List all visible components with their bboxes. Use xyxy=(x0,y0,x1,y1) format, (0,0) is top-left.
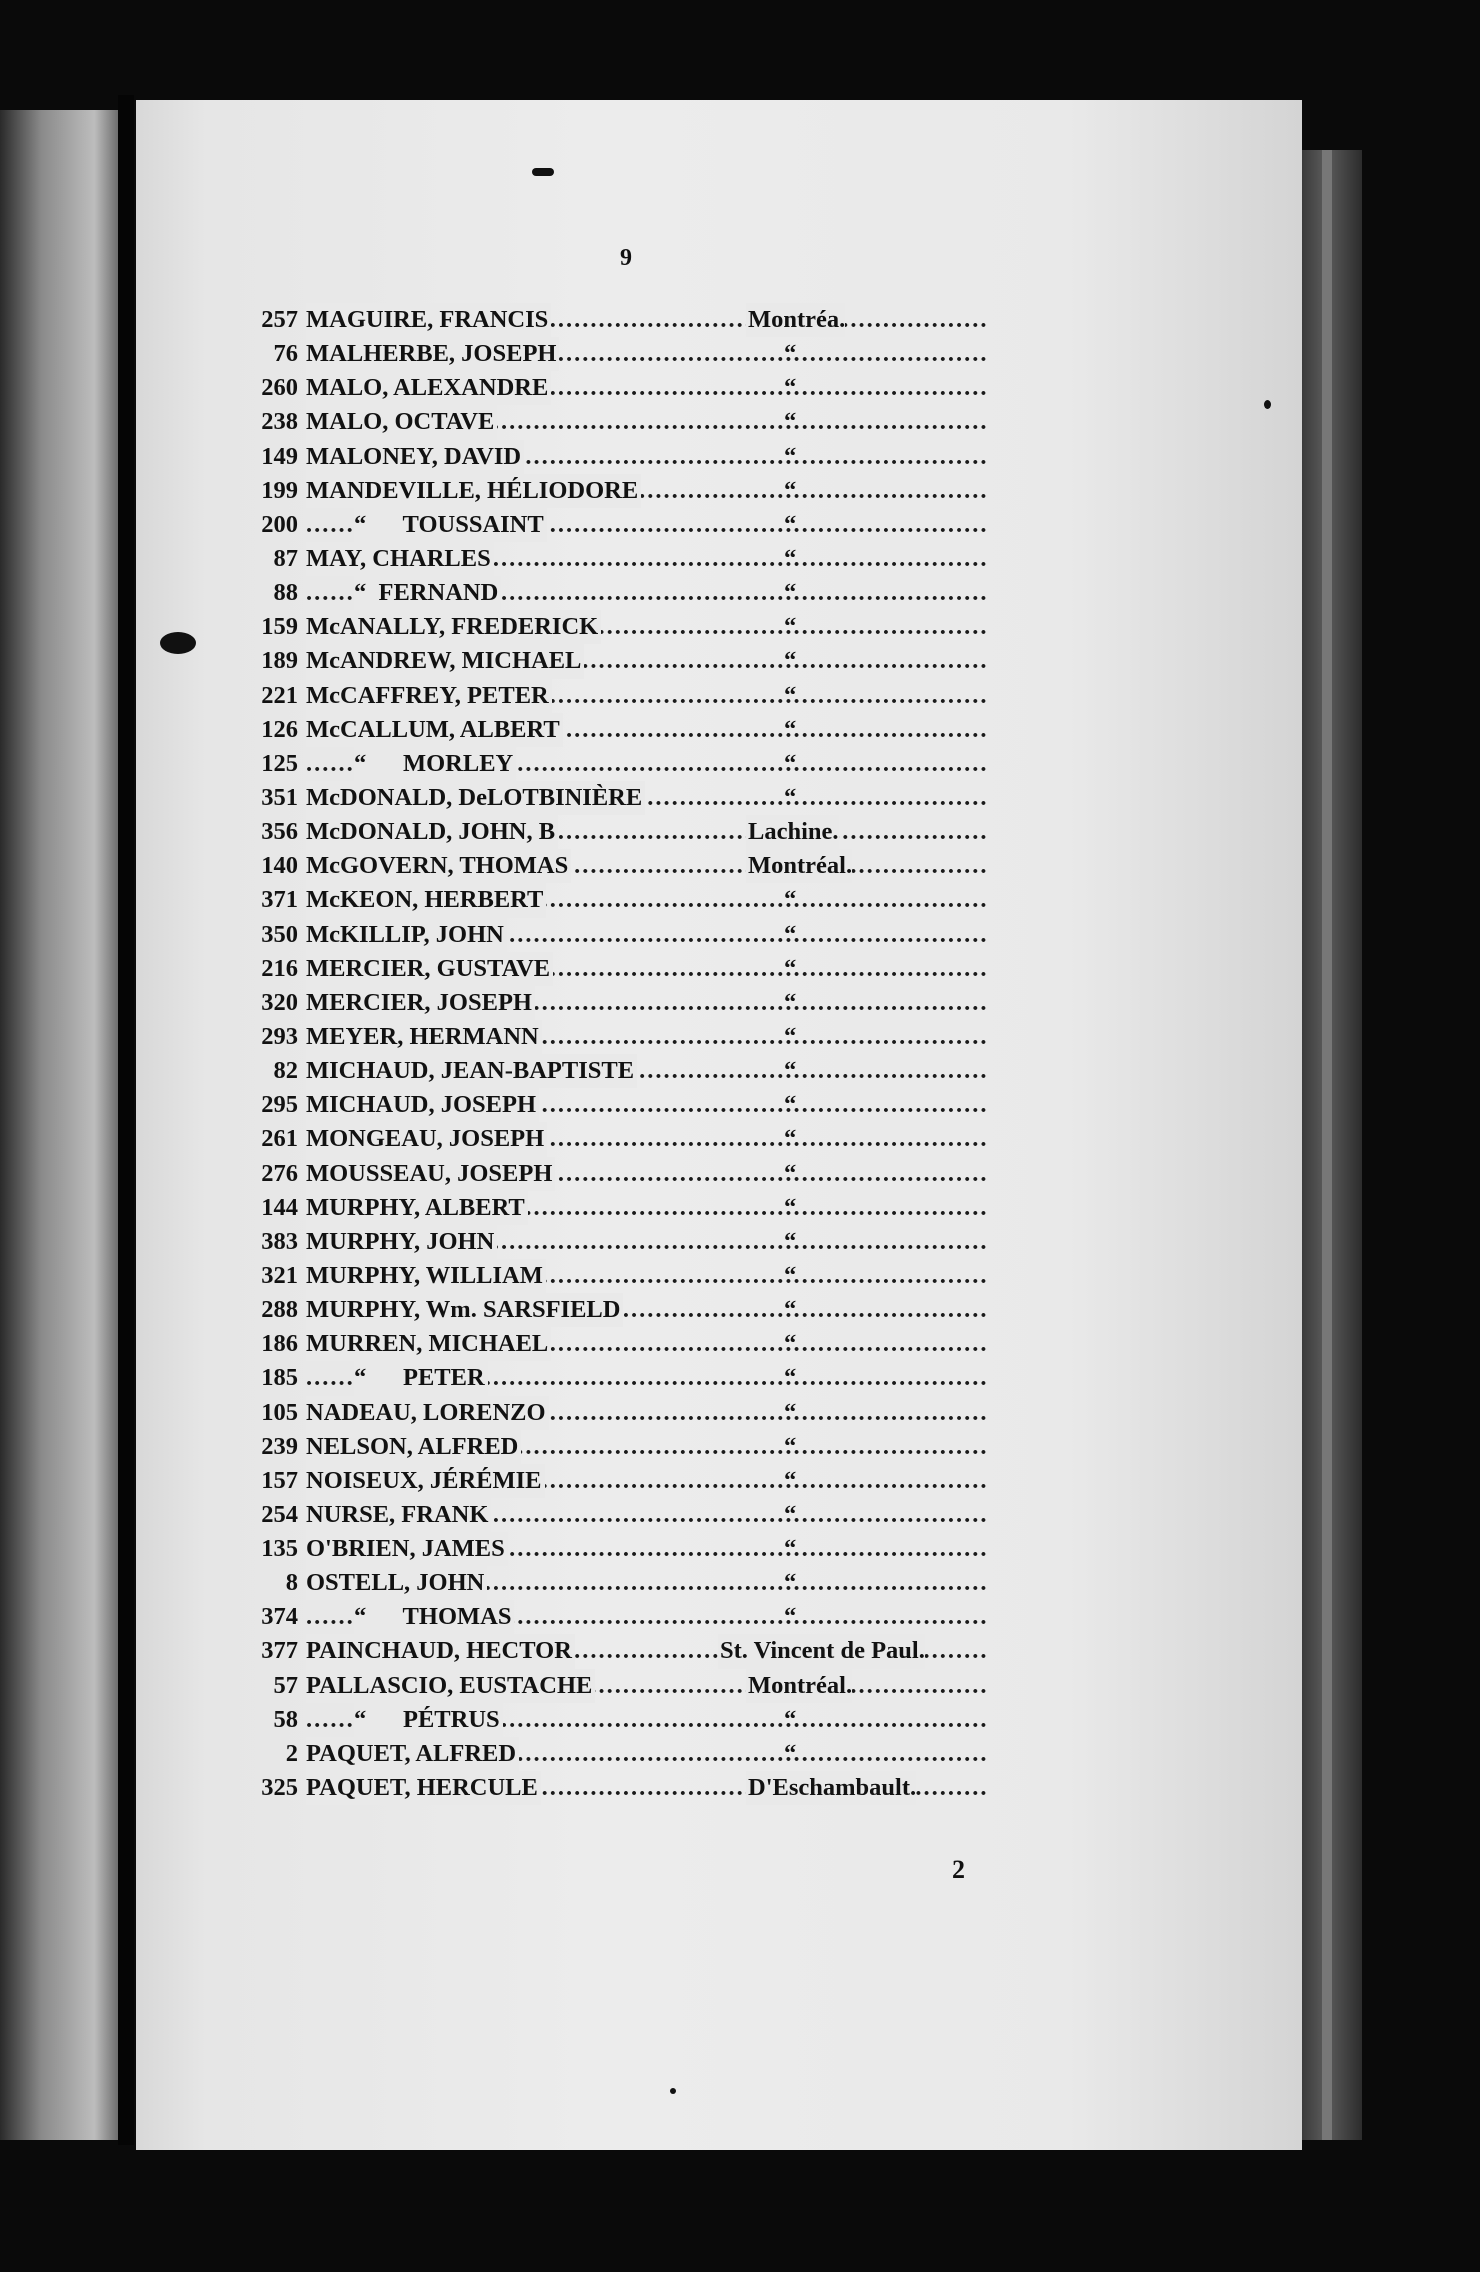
book-edge-highlight xyxy=(1322,150,1332,2140)
entry-number: 325 xyxy=(261,1774,298,1802)
ditto-mark: “ xyxy=(784,1364,797,1392)
ditto-mark: “ xyxy=(784,1500,797,1528)
entry-name: MANDEVILLE, HÉLIODORE xyxy=(306,474,641,508)
entry-place: Montréal. xyxy=(746,849,852,883)
list-entry xyxy=(246,474,986,508)
entry-number: 351 xyxy=(261,783,298,811)
list-entry xyxy=(246,576,986,610)
list-entry xyxy=(246,1327,986,1361)
list-entry xyxy=(246,1566,986,1600)
ditto-mark: “ xyxy=(784,1535,797,1563)
list-entry xyxy=(246,1464,986,1498)
adjacent-page-edge xyxy=(0,110,118,2140)
entry-number: 2 xyxy=(285,1739,298,1767)
entry-name: McKEON, HERBERT xyxy=(306,883,546,917)
ditto-mark: “ xyxy=(784,1466,797,1494)
entry-name: McANDREW, MICHAEL xyxy=(306,644,584,678)
list-entry xyxy=(246,849,986,883)
entry-number: 157 xyxy=(261,1466,298,1494)
entry-number: 288 xyxy=(261,1296,298,1324)
list-entry xyxy=(246,542,986,576)
ditto-mark: “ xyxy=(784,579,797,607)
entry-number: 199 xyxy=(261,476,298,504)
entry-number: 293 xyxy=(261,1022,298,1050)
list-entry xyxy=(246,679,986,713)
list-entry xyxy=(246,644,986,678)
list-entry xyxy=(246,1498,986,1532)
entry-number: 383 xyxy=(261,1227,298,1255)
entry-number: 216 xyxy=(261,954,298,982)
entry-name: PALLASCIO, EUSTACHE xyxy=(306,1669,595,1703)
ditto-mark: “ xyxy=(784,1193,797,1221)
entry-number: 261 xyxy=(261,1125,298,1153)
entry-number: 254 xyxy=(261,1500,298,1528)
entry-name: McCAFFREY, PETER xyxy=(306,679,552,713)
signature-mark: 2 xyxy=(952,1855,965,1884)
list-entry xyxy=(246,747,986,781)
entry-name: PAQUET, HERCULE xyxy=(306,1771,541,1805)
book-edge xyxy=(1302,150,1362,2140)
entry-name: “ PÉTRUS xyxy=(354,1703,503,1737)
list-entry xyxy=(246,1669,986,1703)
ditto-mark: “ xyxy=(784,1227,797,1255)
entry-number: 126 xyxy=(261,715,298,743)
entry-number: 144 xyxy=(261,1193,298,1221)
entry-number: 140 xyxy=(261,852,298,880)
entry-number: 149 xyxy=(261,442,298,470)
entry-number: 260 xyxy=(261,374,298,402)
list-entry xyxy=(246,405,986,439)
entry-name: MICHAUD, JOSEPH xyxy=(306,1088,539,1122)
list-entry xyxy=(246,1157,986,1191)
entry-name: NADEAU, LORENZO xyxy=(306,1396,549,1430)
ditto-mark: “ xyxy=(784,1739,797,1767)
entry-number: 189 xyxy=(261,647,298,675)
ditto-mark: “ xyxy=(784,544,797,572)
list-entry xyxy=(246,1054,986,1088)
entry-number: 135 xyxy=(261,1535,298,1563)
entry-name: NURSE, FRANK xyxy=(306,1498,491,1532)
entry-name: McGOVERN, THOMAS xyxy=(306,849,571,883)
entry-name: MURPHY, WILLIAM xyxy=(306,1259,546,1293)
entry-name: “ PETER xyxy=(354,1361,488,1395)
entry-name: McANALLY, FREDERICK xyxy=(306,610,601,644)
entry-number: 350 xyxy=(261,920,298,948)
entry-number: 200 xyxy=(261,510,298,538)
entry-name: McDONALD, DeLOTBINIÈRE xyxy=(306,781,645,815)
ditto-mark: “ xyxy=(784,1057,797,1085)
list-entry xyxy=(246,1703,986,1737)
name-list xyxy=(246,303,986,1805)
entry-name: PAQUET, ALFRED xyxy=(306,1737,519,1771)
list-entry xyxy=(246,1122,986,1156)
list-entry xyxy=(246,1259,986,1293)
ditto-mark: “ xyxy=(784,715,797,743)
ditto-mark: “ xyxy=(784,1296,797,1324)
entry-number: 186 xyxy=(261,1330,298,1358)
entry-name: MALHERBE, JOSEPH xyxy=(306,337,559,371)
entry-name: O'BRIEN, JAMES xyxy=(306,1532,508,1566)
entry-name: MAGUIRE, FRANCIS xyxy=(306,303,551,337)
ditto-mark: “ xyxy=(784,374,797,402)
ditto-mark: “ xyxy=(784,613,797,641)
list-entry xyxy=(246,713,986,747)
ditto-mark: “ xyxy=(784,442,797,470)
entry-number: 57 xyxy=(273,1671,298,1699)
entry-name: MAY, CHARLES xyxy=(306,542,494,576)
entry-name: MURREN, MICHAEL xyxy=(306,1327,551,1361)
entry-name: “ MORLEY xyxy=(354,747,516,781)
list-entry xyxy=(246,1088,986,1122)
list-entry xyxy=(246,815,986,849)
ditto-mark: “ xyxy=(784,920,797,948)
ditto-mark: “ xyxy=(784,988,797,1016)
entry-name: MURPHY, ALBERT xyxy=(306,1191,528,1225)
list-entry xyxy=(246,1020,986,1054)
ditto-mark: “ xyxy=(784,783,797,811)
ditto-mark: “ xyxy=(784,1022,797,1050)
entry-name: NOISEUX, JÉRÉMIE xyxy=(306,1464,545,1498)
list-entry xyxy=(246,1361,986,1395)
entry-number: 221 xyxy=(261,681,298,709)
entry-name: MERCIER, JOSEPH xyxy=(306,986,535,1020)
ditto-mark: “ xyxy=(784,1159,797,1187)
list-entry xyxy=(246,986,986,1020)
list-entry xyxy=(246,440,986,474)
list-entry xyxy=(246,337,986,371)
entry-name: NELSON, ALFRED xyxy=(306,1430,521,1464)
entry-place: D'Eschambault. xyxy=(746,1771,916,1805)
ditto-mark: “ xyxy=(784,954,797,982)
entry-name: “ THOMAS xyxy=(354,1600,514,1634)
entry-number: 76 xyxy=(273,340,298,368)
list-entry xyxy=(246,1293,986,1327)
list-entry xyxy=(246,371,986,405)
ditto-mark: “ xyxy=(784,510,797,538)
ditto-mark: “ xyxy=(784,1569,797,1597)
ditto-mark: “ xyxy=(784,1125,797,1153)
ditto-mark: “ xyxy=(784,886,797,914)
entry-number: 125 xyxy=(261,749,298,777)
entry-name: MONGEAU, JOSEPH xyxy=(306,1122,547,1156)
entry-number: 238 xyxy=(261,408,298,436)
entry-name: MURPHY, JOHN xyxy=(306,1225,497,1259)
list-entry xyxy=(246,918,986,952)
ditto-mark: “ xyxy=(784,1330,797,1358)
entry-name: McCALLUM, ALBERT xyxy=(306,713,563,747)
entry-place: Montréa. xyxy=(746,303,845,337)
entry-number: 371 xyxy=(261,886,298,914)
entry-name: OSTELL, JOHN xyxy=(306,1566,487,1600)
list-entry xyxy=(246,1396,986,1430)
entry-name: MICHAUD, JEAN-BAPTISTE xyxy=(306,1054,637,1088)
ditto-mark: “ xyxy=(784,476,797,504)
ditto-mark: “ xyxy=(784,749,797,777)
entry-name: MEYER, HERMANN xyxy=(306,1020,542,1054)
ditto-mark: “ xyxy=(784,1398,797,1426)
list-entry xyxy=(246,1532,986,1566)
list-entry xyxy=(246,1430,986,1464)
list-entry xyxy=(246,781,986,815)
entry-place: Montréal. xyxy=(746,1669,852,1703)
list-entry xyxy=(246,1771,986,1805)
ditto-mark: “ xyxy=(784,1705,797,1733)
entry-number: 58 xyxy=(273,1705,298,1733)
list-entry xyxy=(246,1600,986,1634)
ditto-mark: “ xyxy=(784,647,797,675)
list-entry xyxy=(246,303,986,337)
entry-name: MOUSSEAU, JOSEPH xyxy=(306,1157,555,1191)
list-entry xyxy=(246,508,986,542)
entry-number: 159 xyxy=(261,613,298,641)
list-entry xyxy=(246,1737,986,1771)
entry-number: 185 xyxy=(261,1364,298,1392)
entry-name: “ FERNAND xyxy=(354,576,501,610)
list-entry xyxy=(246,1634,986,1668)
entry-number: 239 xyxy=(261,1432,298,1460)
entry-number: 377 xyxy=(261,1637,298,1665)
entry-number: 88 xyxy=(273,579,298,607)
entry-number: 105 xyxy=(261,1398,298,1426)
ink-blot xyxy=(160,632,196,654)
entry-number: 320 xyxy=(261,988,298,1016)
ditto-mark: “ xyxy=(784,1261,797,1289)
list-entry xyxy=(246,952,986,986)
binding-shadow xyxy=(118,95,134,2145)
entry-name: PAINCHAUD, HECTOR xyxy=(306,1634,575,1668)
ditto-mark: “ xyxy=(784,408,797,436)
page-number: 9 xyxy=(620,245,632,271)
entry-name: MURPHY, Wm. SARSFIELD xyxy=(306,1293,623,1327)
entry-number: 295 xyxy=(261,1091,298,1119)
entry-name: MERCIER, GUSTAVE xyxy=(306,952,553,986)
entry-name: MALO, ALEXANDRE xyxy=(306,371,551,405)
list-entry xyxy=(246,1225,986,1259)
ditto-mark: “ xyxy=(784,340,797,368)
ditto-mark: “ xyxy=(784,681,797,709)
entry-place: St. Vincent de Paul. xyxy=(718,1634,925,1668)
ink-speck xyxy=(1264,400,1271,409)
entry-number: 8 xyxy=(285,1569,298,1597)
entry-number: 257 xyxy=(261,306,298,333)
entry-number: 87 xyxy=(273,544,298,572)
entry-name: MALO, OCTAVE xyxy=(306,405,497,439)
entry-number: 82 xyxy=(273,1057,298,1085)
entry-number: 321 xyxy=(261,1261,298,1289)
list-entry xyxy=(246,1191,986,1225)
list-entry xyxy=(246,883,986,917)
ditto-mark: “ xyxy=(784,1603,797,1631)
entry-number: 276 xyxy=(261,1159,298,1187)
entry-number: 356 xyxy=(261,818,298,846)
entry-name: McDONALD, JOHN, B xyxy=(306,815,558,849)
entry-name: McKILLIP, JOHN xyxy=(306,918,507,952)
ditto-mark: “ xyxy=(784,1432,797,1460)
entry-number: 374 xyxy=(261,1603,298,1631)
ditto-mark: “ xyxy=(784,1091,797,1119)
ink-speck xyxy=(532,168,554,176)
entry-name: “ TOUSSAINT xyxy=(354,508,547,542)
entry-name: MALONEY, DAVID xyxy=(306,440,524,474)
entry-place: Lachine. xyxy=(746,815,839,849)
list-entry xyxy=(246,610,986,644)
ink-speck xyxy=(670,2088,676,2094)
